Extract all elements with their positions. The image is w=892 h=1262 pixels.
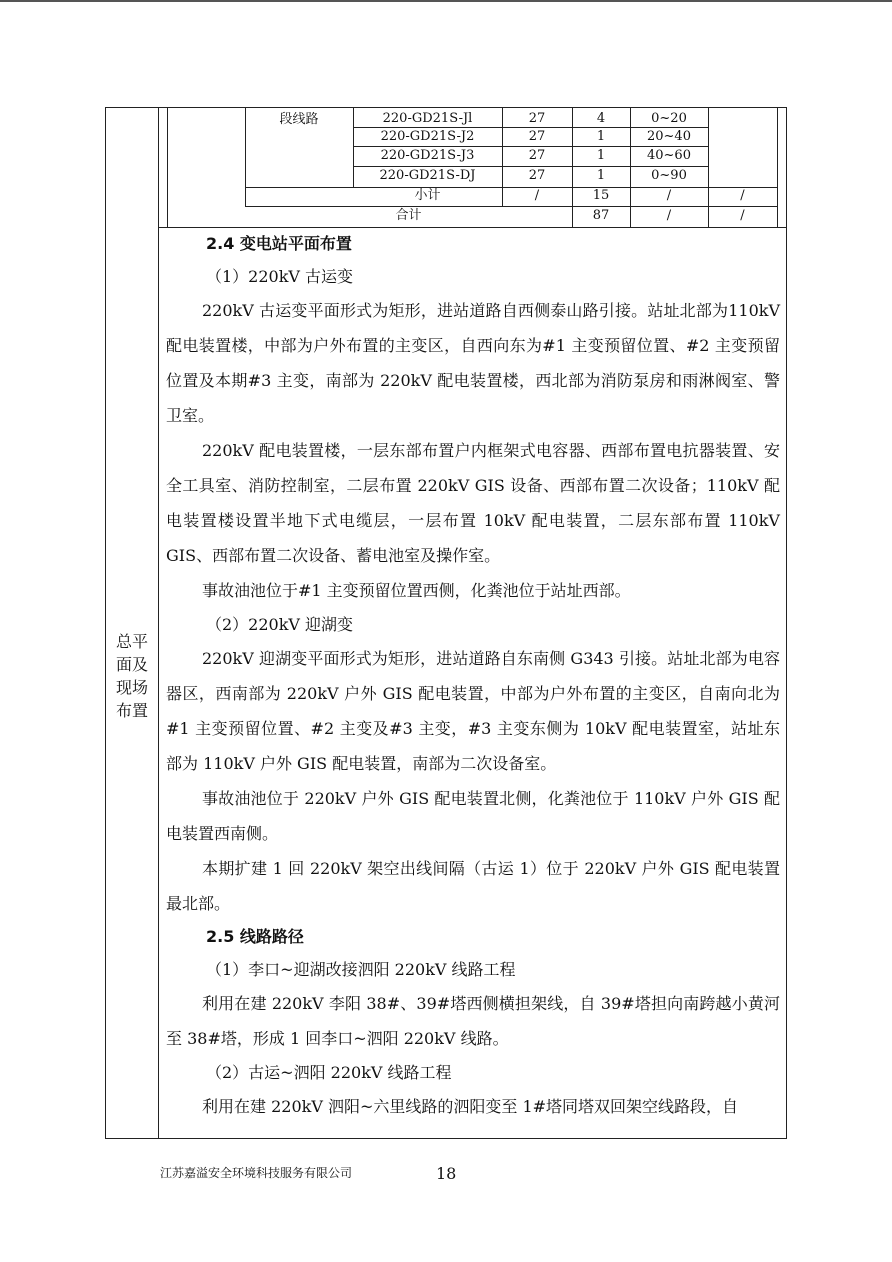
subheading: （2）古运~泗阳 220kV 线路工程	[206, 1063, 452, 1082]
side-label-line: 面及	[115, 655, 148, 674]
paragraph: 本期扩建 1 回 220kV 架空出线间隔（古运 1）位于 220kV 户外 GIS 配电装置最北部。	[166, 859, 780, 913]
paragraph: 事故油池位于 220kV 户外 GIS 配电装置北侧，化粪池位于 110kV 户外 GIS 配电装置西南侧。	[166, 789, 780, 843]
side-label-line: 总平	[115, 632, 148, 651]
table-cell-range: 0~90	[651, 168, 687, 183]
subtotal-label: 小计	[414, 188, 441, 203]
subheading: （1）李口~迎湖改接泗阳 220kV 线路工程	[206, 960, 516, 979]
footer-company: 江苏嘉溢安全环境科技服务有限公司	[160, 1166, 353, 1180]
table-cell-code: 220-GD21S-DJ	[379, 168, 476, 183]
paragraph: 220kV 配电装置楼，一层东部布置户内框架式电容器、西部布置电抗器装置、安全工具室、消防控制室，二层布置 220kV GIS 设备、西部布置二次设备；110kV 配电装置楼设置半地下式电缆层，一层布置 10kV 配电装置，二层东部布置 110kV GIS、西部布置二次设备、蓄电池室及操作室。	[166, 441, 780, 565]
table-cell-code: 220-GD21S-J2	[380, 129, 475, 144]
table-cell-range: 40~60	[647, 148, 691, 163]
subheading: （1）220kV 古运变	[206, 267, 354, 286]
subheading: （2）220kV 迎湖变	[206, 615, 354, 634]
page-number: 18	[436, 1164, 457, 1183]
table-cell-code: 220-GD21S-J3	[380, 148, 475, 163]
table-cell-qty1: 27	[528, 168, 546, 183]
paragraph: 事故油池位于#1 主变预留位置西侧，化粪池位于站址西部。	[202, 581, 631, 600]
subtotal-cell: 15	[592, 188, 610, 203]
section-heading-2-4: 2.4 变电站平面布置	[206, 234, 352, 253]
table-cell-code: 220-GD21S-Jl	[382, 111, 473, 126]
table-cell-qty2: 4	[596, 111, 606, 126]
table-cell-qty1: 27	[528, 129, 546, 144]
paragraph: 220kV 古运变平面形式为矩形，进站道路自西侧泰山路引接。站址北部为110kV 配电装置楼，中部为户外布置的主变区，自西向东为#1 主变预留位置、#2 主变预留位置及本期#3 主变，南部为 220kV 配电装置楼，西北部为消防泵房和雨淋阀室、警卫室。	[166, 301, 780, 425]
total-label: 合计	[395, 208, 422, 223]
col-divider-label	[158, 108, 159, 1138]
col-divider-last	[777, 108, 778, 227]
section-label-cell: 段线路	[279, 112, 319, 127]
total-cell: /	[666, 208, 672, 223]
table-cell-qty2: 1	[596, 148, 606, 163]
paragraph: 220kV 迎湖变平面形式为矩形，进站道路自东南侧 G343 引接。站址北部为电容器区，西南部为 220kV 户外 GIS 配电装置，中部为户外布置的主变区，自南向北为#1 主变预留位置、#2 主变及#3 主变，#3 主变东侧为 10kV 配电装置室，站址东部为 110kV 户外 GIS 配电装置，南部为二次设备室。	[166, 649, 780, 773]
subtotal-cell: /	[534, 188, 540, 203]
table-cell-qty1: 27	[528, 148, 546, 163]
col-divider-inner	[167, 108, 168, 228]
section-heading-2-5: 2.5 线路路径	[206, 927, 304, 946]
table-cell-qty1: 27	[528, 111, 546, 126]
table-cell-qty2: 1	[596, 168, 606, 183]
side-label-line: 现场	[115, 678, 148, 697]
table-cell-range: 20~40	[647, 129, 691, 144]
content-area	[166, 228, 780, 1124]
subtotal-cell: /	[740, 188, 745, 203]
paragraph: 利用在建 220kV 泗阳~六里线路的泗阳变至 1#塔同塔双回架空线路段，自	[202, 1097, 739, 1116]
subtotal-cell: /	[666, 188, 672, 203]
table-cell-qty2: 1	[596, 129, 606, 144]
side-label-line: 布置	[115, 701, 148, 720]
page-top-border	[0, 0, 892, 2]
section-side-label	[106, 630, 158, 722]
paragraph: 利用在建 220kV 李阳 38#、39#塔西侧横担架线，自 39#塔担向南跨越小黄河至 38#塔，形成 1 回李口~泗阳 220kV 线路。	[166, 994, 780, 1048]
total-cell: /	[740, 208, 745, 223]
total-cell: 87	[592, 208, 610, 223]
table-cell-range: 0~20	[651, 111, 687, 126]
